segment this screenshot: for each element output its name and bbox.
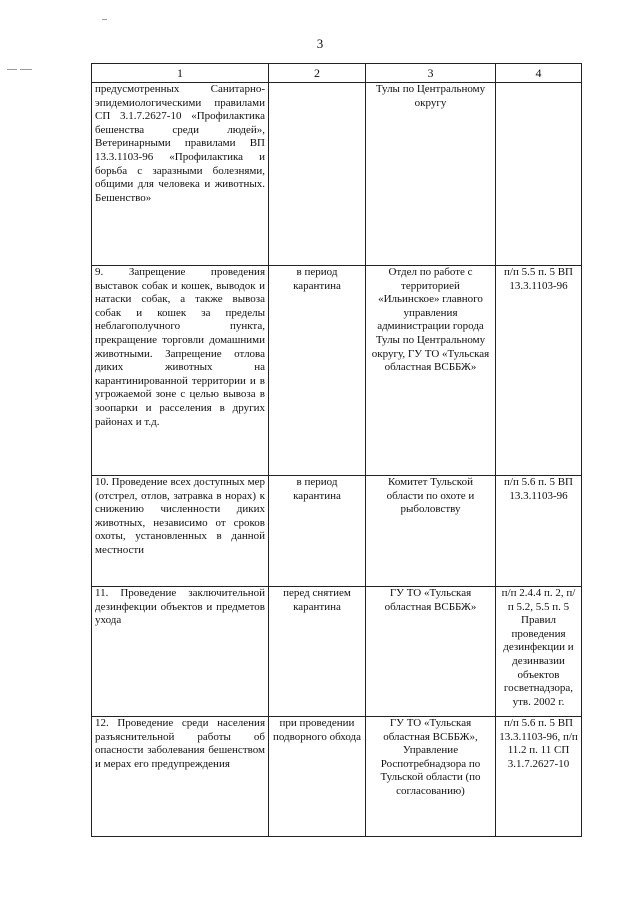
table-row	[92, 717, 582, 837]
responsible-cell: Отдел по работе с территорией «Ильинское» главного управления администрации города Тулы по Центральному округу, ГУ ТО «Тульская областная ВСББЖ»	[366, 266, 496, 476]
basis-cell: п/п 2.4.4 п. 2, п/п 5.2, 5.5 п. 5 Правил проведения дезинфекции и дезинвазии объектов госветнадзора, утв. 2002 г.	[496, 587, 582, 717]
period-cell	[269, 83, 366, 266]
scan-mark	[102, 19, 107, 20]
measure-cell: предусмотренных Санитарно-эпидемиологическими правилами СП 3.1.7.2627-10 «Профилактика бешенства среди людей», Ветеринарными правилами ВП 13.3.1103-96 «Профилактика и борьба с заразными болезнями, общими для человека и животных. Бешенство»	[92, 83, 269, 266]
scan-mark	[7, 69, 17, 70]
table-row	[92, 266, 582, 476]
column-header-3: 3	[366, 64, 496, 83]
table-row	[92, 587, 582, 717]
period-cell: перед снятием карантина	[269, 587, 366, 717]
period-cell: в период карантина	[269, 476, 366, 587]
responsible-cell: ГУ ТО «Тульская областная ВСББЖ», Управление Роспотребнадзора по Тульской области (по согласованию)	[366, 717, 496, 837]
period-cell: в период карантина	[269, 266, 366, 476]
scan-mark	[20, 69, 32, 70]
header-row	[92, 64, 582, 83]
responsible-cell: Комитет Тульской области по охоте и рыболовству	[366, 476, 496, 587]
column-header-1: 1	[92, 64, 269, 83]
responsible-cell: ГУ ТО «Тульская областная ВСББЖ»	[366, 587, 496, 717]
column-header-4: 4	[496, 64, 582, 83]
basis-cell	[496, 83, 582, 266]
period-cell: при проведении подворного обхода	[269, 717, 366, 837]
table-row	[92, 83, 582, 266]
page-number: 3	[316, 36, 324, 51]
basis-cell: п/п 5.6 п. 5 ВП 13.3.1103-96	[496, 476, 582, 587]
table-row	[92, 476, 582, 587]
basis-cell: п/п 5.5 п. 5 ВП 13.3.1103-96	[496, 266, 582, 476]
column-header-2: 2	[269, 64, 366, 83]
measure-cell: 9. Запрещение проведения выставок собак и кошек, выводок и натаски собак, а также вывоза собак и кошек за пределы неблагополучного пункта, прекращение торговли домашними животными. Запрещение отлова диких животных на карантинированной территории и в угрожаемой зоне с целью вывоза в зоопарки и расселения в других районах и т.д.	[92, 266, 269, 476]
basis-cell: п/п 5.6 п. 5 ВП 13.3.1103-96, п/п 11.2 п. 11 СП 3.1.7.2627-10	[496, 717, 582, 837]
measures-table	[91, 63, 582, 837]
measure-cell: 10. Проведение всех доступных мер (отстрел, отлов, затравка в норах) к снижению численности диких животных, независимо от сроков охоты, установленных в данной местности	[92, 476, 269, 587]
measure-cell: 12. Проведение среди населения разъяснительной работы об опасности заболевания бешенством и мерах его предупреждения	[92, 717, 269, 837]
responsible-cell: Тулы по Центральному округу	[366, 83, 496, 266]
measure-cell: 11. Проведение заключительной дезинфекции объектов и предметов ухода	[92, 587, 269, 717]
